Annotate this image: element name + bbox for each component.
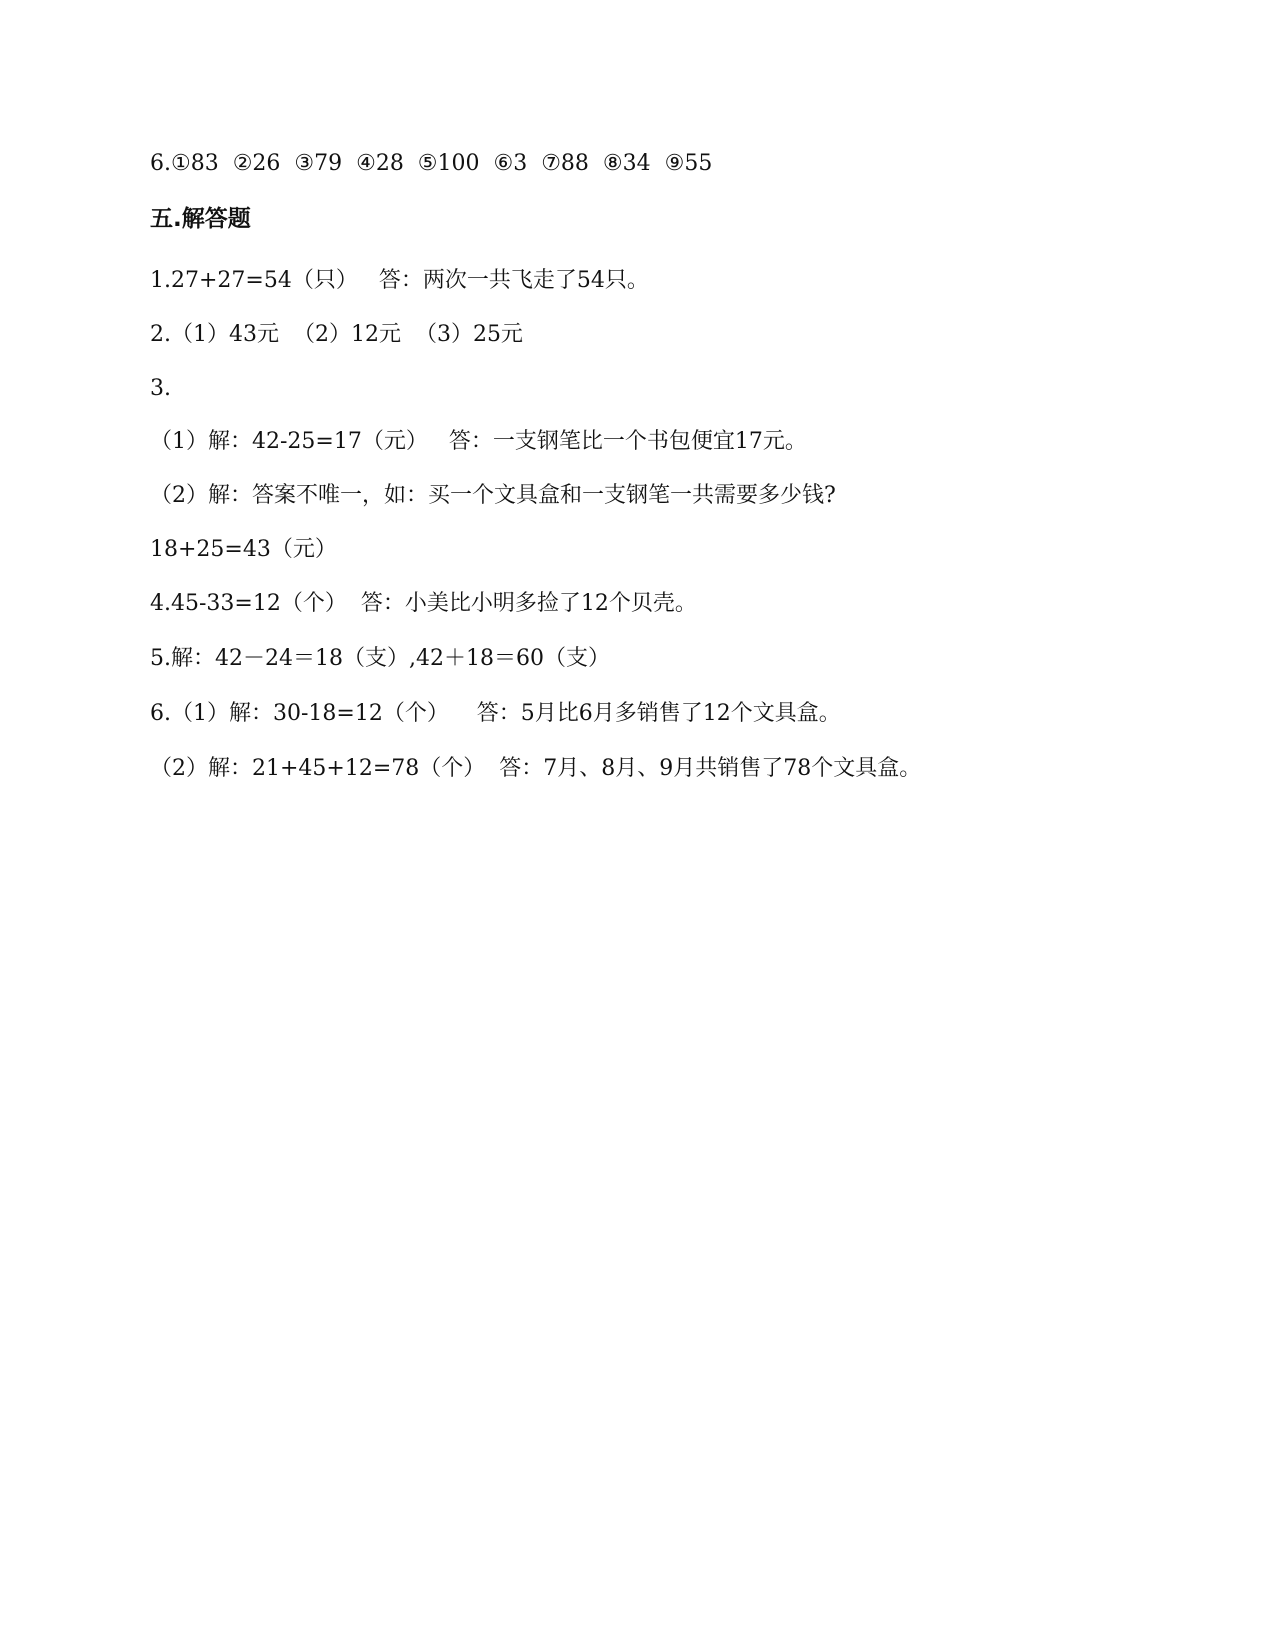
answer-line-1: 1.27+27=54（只） 答：两次一共飞走了54只。 <box>150 268 649 293</box>
answer-line-6-part-2: （2）解：21+45+12=78（个） 答：7月、8月、9月共销售了78个文具盒。 <box>150 756 922 781</box>
answer-line-4: 4.45-33=12（个） 答：小美比小明多捡了12个贝壳。 <box>150 591 697 616</box>
answer-line-6-circled: 6.①83 ②26 ③79 ④28 ⑤100 ⑥3 ⑦88 ⑧34 ⑨55 <box>150 151 713 176</box>
answer-line-2: 2.（1）43元 （2）12元 （3）25元 <box>150 322 523 347</box>
section-heading: 五.解答题 <box>150 206 251 232</box>
answer-line-6-part-1: 6.（1）解：30-18=12（个） 答：5月比6月多销售了12个文具盒。 <box>150 701 841 726</box>
answer-line-3: 3. <box>150 376 171 401</box>
answer-line-3-calc: 18+25=43（元） <box>150 537 337 562</box>
answer-line-3-part-2: （2）解：答案不唯一，如：买一个文具盒和一支钢笔一共需要多少钱? <box>150 483 836 508</box>
answer-line-5: 5.解：42－24＝18（支）,42＋18＝60（支） <box>150 646 610 671</box>
answer-line-3-part-1: （1）解：42-25=17（元） 答：一支钢笔比一个书包便宜17元。 <box>150 429 807 454</box>
